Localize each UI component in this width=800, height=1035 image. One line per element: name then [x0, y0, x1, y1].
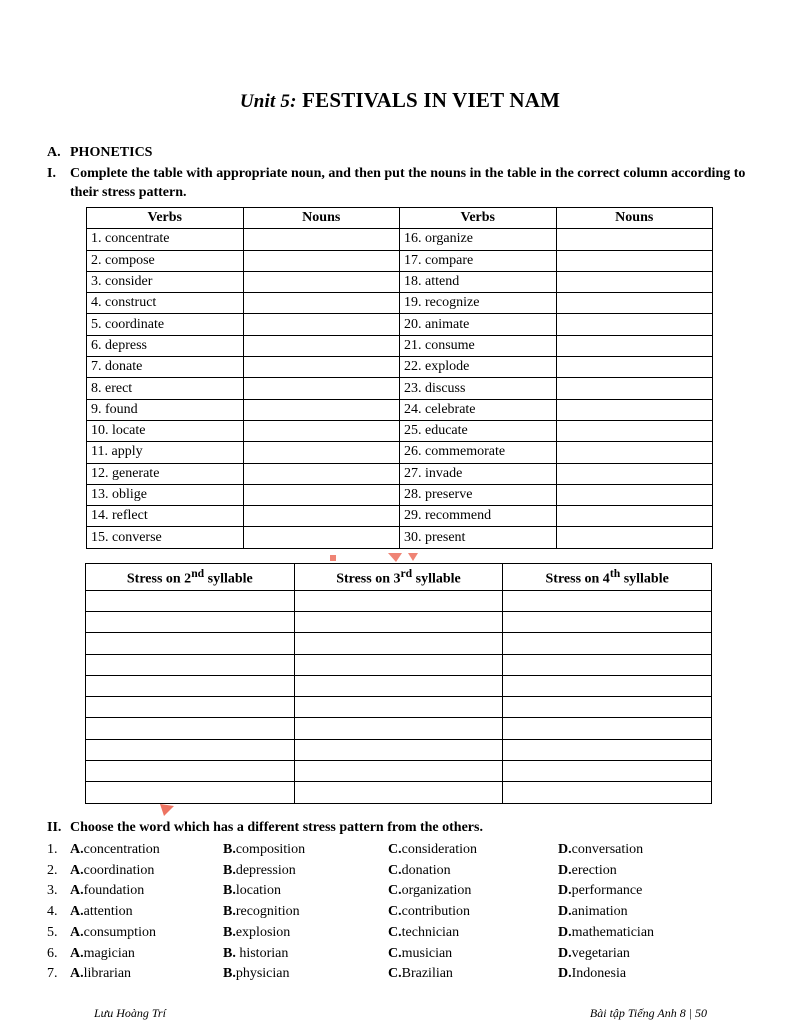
stress-answer-cell[interactable] — [503, 697, 712, 718]
noun-answer-cell[interactable] — [556, 484, 713, 505]
stress-answer-cell[interactable] — [294, 739, 503, 760]
noun-answer-cell[interactable] — [243, 314, 400, 335]
option-letter: A. — [70, 924, 84, 940]
option-d[interactable] — [558, 881, 642, 901]
verb-cell: 1. concentrate — [87, 229, 244, 250]
table-row — [87, 442, 713, 463]
option-word: consumption — [83, 924, 156, 940]
noun-answer-cell[interactable] — [556, 314, 713, 335]
option-letter: B. — [223, 904, 236, 920]
option-letter: A. — [70, 842, 84, 857]
option-word: foundation — [83, 883, 145, 899]
table-row — [87, 484, 713, 505]
verb-cell: 2. compose — [87, 250, 244, 271]
stress-answer-cell[interactable] — [86, 718, 295, 739]
verb-cell: 5. coordinate — [87, 314, 244, 335]
option-letter: A. — [70, 945, 84, 961]
table-row — [86, 718, 712, 739]
table-row — [87, 293, 713, 314]
question-number: 4. — [47, 904, 58, 920]
option-word: historian — [235, 945, 289, 961]
option-word: location — [235, 883, 281, 899]
stress-answer-cell[interactable] — [294, 718, 503, 739]
noun-answer-cell[interactable] — [243, 250, 400, 271]
header-nouns-left: Nouns — [243, 208, 400, 229]
table-row — [86, 761, 712, 782]
verb-cell: 30. present — [400, 527, 557, 548]
option-word: animation — [571, 904, 628, 920]
table-row — [87, 229, 713, 250]
option-letter: A. — [70, 862, 84, 878]
stress-answer-cell[interactable] — [503, 633, 712, 654]
noun-answer-cell[interactable] — [556, 442, 713, 463]
option-letter: D. — [558, 966, 572, 982]
option-b[interactable] — [223, 944, 288, 964]
option-letter: C. — [388, 862, 402, 878]
stress-answer-cell[interactable] — [294, 654, 503, 675]
option-word: vegetarian — [571, 945, 630, 961]
question-number: 1. — [47, 842, 58, 857]
noun-answer-cell[interactable] — [243, 420, 400, 441]
option-b[interactable] — [223, 923, 290, 943]
noun-answer-cell[interactable] — [556, 527, 713, 548]
option-word: Brazilian — [401, 966, 453, 982]
verb-cell: 29. recommend — [400, 506, 557, 527]
watermark-fragment — [318, 553, 428, 563]
option-word: librarian — [83, 966, 132, 982]
header-stress-2nd: Stress on 2nd syllable — [86, 564, 295, 591]
table-row — [86, 697, 712, 718]
list-item — [47, 840, 767, 860]
exercise-2-instruction — [47, 820, 483, 836]
verb-cell: 6. depress — [87, 335, 244, 356]
option-letter: C. — [388, 966, 402, 982]
table-row — [87, 271, 713, 292]
table-row — [87, 314, 713, 335]
option-letter: C. — [388, 945, 402, 961]
noun-answer-cell[interactable] — [243, 506, 400, 527]
option-letter: A. — [70, 883, 84, 899]
noun-answer-cell[interactable] — [243, 527, 400, 548]
option-word: composition — [235, 842, 306, 857]
option-d[interactable] — [558, 902, 628, 922]
header-verbs-right: Verbs — [400, 208, 557, 229]
header-stress-3rd: Stress on 3rd syllable — [294, 564, 503, 591]
stress-answer-cell[interactable] — [86, 590, 295, 611]
option-c[interactable] — [388, 944, 452, 964]
stress-answer-cell[interactable] — [294, 675, 503, 696]
option-c[interactable] — [388, 964, 453, 984]
header-nouns-right: Nouns — [556, 208, 713, 229]
option-letter: B. — [223, 966, 236, 982]
table-row — [86, 611, 712, 632]
option-word: coordination — [83, 862, 155, 878]
exercise-2-text: Choose the word which has a different stress pattern from the others. — [70, 820, 483, 835]
stress-answer-cell[interactable] — [503, 675, 712, 696]
list-item — [47, 923, 767, 943]
list-item — [47, 964, 767, 984]
verb-cell: 15. converse — [87, 527, 244, 548]
question-number: 5. — [47, 924, 58, 940]
option-a[interactable] — [70, 902, 133, 922]
unit-label: Unit 5: — [239, 91, 297, 112]
option-letter: D. — [558, 945, 572, 961]
stress-answer-cell[interactable] — [503, 782, 712, 803]
option-word: Indonesia — [571, 966, 627, 982]
option-c[interactable] — [388, 881, 471, 901]
option-d[interactable] — [558, 923, 654, 943]
option-word: technician — [401, 924, 460, 940]
table-row — [87, 250, 713, 271]
option-word: organization — [401, 883, 472, 899]
list-item — [47, 861, 767, 881]
option-d[interactable] — [558, 840, 643, 860]
noun-answer-cell[interactable] — [556, 229, 713, 250]
table-row — [87, 399, 713, 420]
table-row — [87, 506, 713, 527]
exercise-1-number: I. — [47, 166, 56, 181]
list-item — [47, 944, 767, 964]
list-item — [47, 881, 767, 901]
noun-answer-cell[interactable] — [556, 463, 713, 484]
noun-answer-cell[interactable] — [243, 293, 400, 314]
option-letter: A. — [70, 966, 84, 982]
table-row — [87, 527, 713, 548]
verb-noun-table — [86, 207, 713, 549]
stress-answer-cell[interactable] — [86, 654, 295, 675]
stress-answer-cell[interactable] — [503, 761, 712, 782]
noun-answer-cell[interactable] — [243, 442, 400, 463]
header-stress-4th: Stress on 4th syllable — [503, 564, 712, 591]
verb-cell: 20. animate — [400, 314, 557, 335]
stress-answer-cell[interactable] — [294, 590, 503, 611]
section-a-number: A. — [47, 145, 61, 160]
option-b[interactable] — [223, 881, 281, 901]
noun-answer-cell[interactable] — [556, 357, 713, 378]
table-row — [86, 590, 712, 611]
noun-answer-cell[interactable] — [556, 335, 713, 356]
exercise-1-instruction — [47, 164, 762, 202]
question-number: 6. — [47, 945, 58, 961]
option-a[interactable] — [70, 964, 131, 984]
table-row — [86, 633, 712, 654]
option-letter: C. — [388, 904, 402, 920]
noun-answer-cell[interactable] — [556, 420, 713, 441]
verb-cell: 17. compare — [400, 250, 557, 271]
option-letter: C. — [388, 924, 402, 940]
option-letter: B. — [223, 945, 236, 961]
noun-answer-cell[interactable] — [243, 463, 400, 484]
option-c[interactable] — [388, 840, 477, 860]
option-word: musician — [401, 945, 453, 961]
option-word: depression — [235, 862, 296, 878]
verb-cell: 18. attend — [400, 271, 557, 292]
noun-answer-cell[interactable] — [243, 357, 400, 378]
verb-cell: 26. commemorate — [400, 442, 557, 463]
option-letter: D. — [558, 924, 572, 940]
option-word: erection — [571, 862, 617, 878]
stress-answer-cell[interactable] — [86, 633, 295, 654]
noun-answer-cell[interactable] — [556, 293, 713, 314]
noun-answer-cell[interactable] — [556, 250, 713, 271]
option-a[interactable] — [70, 881, 144, 901]
stress-answer-cell[interactable] — [86, 675, 295, 696]
verb-cell: 13. oblige — [87, 484, 244, 505]
stress-answer-cell[interactable] — [294, 611, 503, 632]
option-d[interactable] — [558, 964, 626, 984]
stress-answer-cell[interactable] — [86, 761, 295, 782]
option-letter: D. — [558, 862, 572, 878]
noun-answer-cell[interactable] — [556, 271, 713, 292]
verb-cell: 16. organize — [400, 229, 557, 250]
option-word: conversation — [571, 842, 644, 857]
stress-answer-cell[interactable] — [503, 611, 712, 632]
option-word: recognition — [235, 904, 300, 920]
stress-answer-cell[interactable] — [86, 611, 295, 632]
option-b[interactable] — [223, 964, 290, 984]
verb-cell: 14. reflect — [87, 506, 244, 527]
question-number: 2. — [47, 862, 58, 878]
verb-cell: 25. educate — [400, 420, 557, 441]
stress-answer-cell[interactable] — [503, 718, 712, 739]
noun-answer-cell[interactable] — [556, 399, 713, 420]
section-a-heading — [47, 145, 152, 161]
option-c[interactable] — [388, 923, 459, 943]
option-d[interactable] — [558, 944, 630, 964]
verb-cell: 3. consider — [87, 271, 244, 292]
table-row — [87, 335, 713, 356]
option-letter: C. — [388, 842, 402, 857]
option-word: donation — [401, 862, 451, 878]
option-a[interactable] — [70, 840, 160, 860]
noun-answer-cell[interactable] — [243, 378, 400, 399]
verb-cell: 21. consume — [400, 335, 557, 356]
exercise-1-text: Complete the table with appropriate noun, and then put the nouns in the table in the correct column according to their stress pattern. — [70, 166, 746, 200]
option-word: attention — [83, 904, 133, 920]
exercise-2-number: II. — [47, 820, 62, 835]
verb-cell: 19. recognize — [400, 293, 557, 314]
table-row — [87, 463, 713, 484]
option-letter: D. — [558, 904, 572, 920]
stress-answer-cell[interactable] — [503, 739, 712, 760]
noun-answer-cell[interactable] — [243, 229, 400, 250]
option-letter: A. — [70, 904, 84, 920]
noun-answer-cell[interactable] — [243, 484, 400, 505]
verb-cell: 12. generate — [87, 463, 244, 484]
verb-cell: 9. found — [87, 399, 244, 420]
verb-cell: 11. apply — [87, 442, 244, 463]
noun-answer-cell[interactable] — [243, 271, 400, 292]
option-d[interactable] — [558, 861, 617, 881]
stress-table-header-row — [86, 564, 712, 591]
option-a[interactable] — [70, 923, 156, 943]
stress-answer-cell[interactable] — [294, 697, 503, 718]
noun-answer-cell[interactable] — [556, 506, 713, 527]
noun-answer-cell[interactable] — [243, 399, 400, 420]
stress-answer-cell[interactable] — [294, 761, 503, 782]
verb-cell: 7. donate — [87, 357, 244, 378]
option-a[interactable] — [70, 944, 135, 964]
verb-cell: 23. discuss — [400, 378, 557, 399]
option-b[interactable] — [223, 902, 300, 922]
stress-pattern-table — [85, 563, 712, 804]
table-row — [86, 675, 712, 696]
noun-answer-cell[interactable] — [243, 335, 400, 356]
stress-answer-cell[interactable] — [503, 654, 712, 675]
question-number: 7. — [47, 966, 58, 982]
option-b[interactable] — [223, 840, 305, 860]
stress-answer-cell[interactable] — [294, 633, 503, 654]
option-word: contribution — [401, 904, 471, 920]
option-b[interactable] — [223, 861, 296, 881]
stress-answer-cell[interactable] — [86, 782, 295, 803]
option-letter: B. — [223, 883, 236, 899]
verb-cell: 8. erect — [87, 378, 244, 399]
verb-cell: 28. preserve — [400, 484, 557, 505]
option-letter: B. — [223, 842, 236, 857]
footer-author: Lưu Hoàng Trí — [94, 1006, 166, 1020]
option-a[interactable] — [70, 861, 154, 881]
header-verbs-left: Verbs — [87, 208, 244, 229]
option-letter: C. — [388, 883, 402, 899]
option-letter: B. — [223, 924, 236, 940]
option-word: concentration — [83, 842, 160, 857]
option-word: mathematician — [571, 924, 655, 940]
option-word: physician — [235, 966, 290, 982]
option-word: consideration — [401, 842, 478, 857]
stress-answer-cell[interactable] — [86, 739, 295, 760]
verb-cell: 4. construct — [87, 293, 244, 314]
unit-title: FESTIVALS IN VIET NAM — [302, 88, 561, 112]
option-word: explosion — [235, 924, 291, 940]
table-row — [87, 357, 713, 378]
option-letter: D. — [558, 842, 572, 857]
footer-book-page: Bài tập Tiếng Anh 8 | 50 — [589, 1006, 707, 1020]
stress-answer-cell[interactable] — [503, 590, 712, 611]
watermark-mark — [158, 802, 176, 818]
section-a-label: PHONETICS — [70, 145, 153, 160]
table-row — [86, 739, 712, 760]
table-row — [86, 782, 712, 803]
option-letter: D. — [558, 883, 572, 899]
option-c[interactable] — [388, 902, 470, 922]
verb-table-header-row — [87, 208, 713, 229]
verb-cell: 24. celebrate — [400, 399, 557, 420]
option-letter: B. — [223, 862, 236, 878]
page-title — [0, 88, 800, 113]
verb-cell: 22. explode — [400, 357, 557, 378]
verb-cell: 27. invade — [400, 463, 557, 484]
option-word: magician — [83, 945, 135, 961]
question-number: 3. — [47, 883, 58, 899]
table-row — [87, 378, 713, 399]
stress-answer-cell[interactable] — [294, 782, 503, 803]
noun-answer-cell[interactable] — [556, 378, 713, 399]
option-word: performance — [571, 883, 643, 899]
stress-answer-cell[interactable] — [86, 697, 295, 718]
table-row — [87, 420, 713, 441]
table-row — [86, 654, 712, 675]
list-item — [47, 902, 767, 922]
option-c[interactable] — [388, 861, 451, 881]
verb-cell: 10. locate — [87, 420, 244, 441]
